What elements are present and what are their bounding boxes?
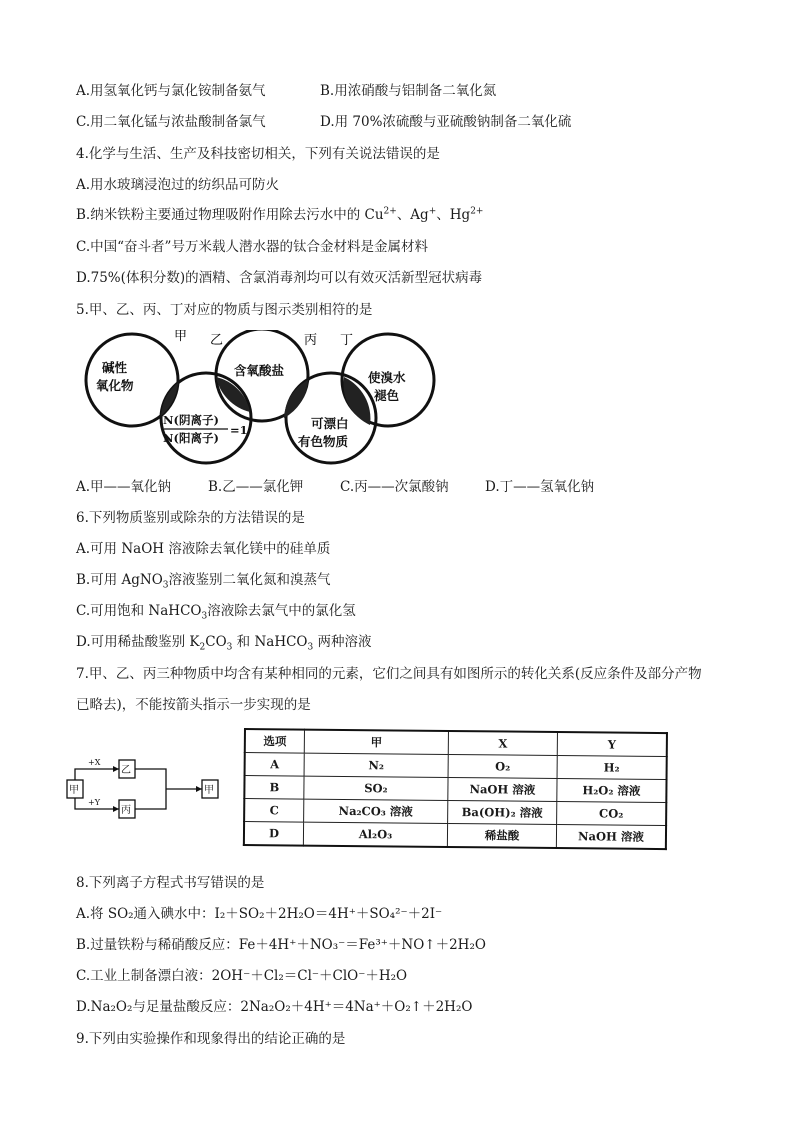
q7-stem-line1: 7.甲、乙、丙三种物质中均含有某种相同的元素，它们之间具有如图所示的转化关系(反应条件及部分产物 [76,666,702,682]
c3-line2: 褪色 [374,388,400,403]
label-jia: 甲 [174,330,188,344]
c3-line1: 使溴水 [368,370,406,385]
q6-option-c: C.可用饱和 NaHCO$_3$溶液除去氯气中的氯化氢 [76,603,356,622]
c2-text: 含氧酸盐 [234,363,285,378]
q3-option-b: B.用浓硝酸与铝制备二氧化氮 [320,83,497,99]
table-cell: 稀盐酸 [447,823,556,848]
c5-line1: 可漂白 [311,416,349,431]
q6-option-a: A.可用 NaOH 溶液除去氧化镁中的硅单质 [76,541,331,557]
table-cell: NaOH 溶液 [556,825,666,850]
c1-line1: 碱性 [102,360,128,375]
c4-denominator: N(阳离子) [163,431,219,445]
q5-option-b: B.乙——氯化钾 [208,479,304,495]
q4-option-d: D.75%(体积分数)的酒精、含氯消毒剂均可以有效灭活新型冠状病毒 [76,270,483,286]
q6-stem: 6.下列物质鉴别或除杂的方法错误的是 [76,510,305,526]
q3-option-a: A.用氢氧化钙与氯化铵制备氨气 [76,83,266,99]
q5-venn-diagram [78,330,458,465]
table-cell: B [244,776,304,800]
flow-jia: 甲 [69,785,79,796]
table-cell: O₂ [448,754,557,778]
q4-option-a: A.用水玻璃浸泡过的纺织品可防火 [76,177,280,193]
table-cell: C [244,799,304,823]
label-bing: 丙 [304,333,318,348]
label-ding: 丁 [340,333,354,348]
header-cell: Y [557,732,667,757]
q3-option-d: D.用 70%浓硫酸与亚硫酸钠制备二氧化硫 [320,114,572,130]
table-cell: Na₂CO₃ 溶液 [304,799,448,823]
q7-stem-line2: 已略去)，不能按箭头指示一步实现的是 [76,697,311,713]
table-cell: Al₂O₃ [303,822,447,847]
table-cell: SO₂ [304,776,448,800]
table-cell: N₂ [304,753,448,777]
c4-numerator: N(阴离子) [163,413,219,427]
q8-option-b: B.过量铁粉与稀硝酸反应：Fe＋4H⁺＋NO₃⁻＝Fe³⁺＋NO↑＋2H₂O [76,937,486,953]
q9-stem: 9.下列由实验操作和现象得出的结论正确的是 [76,1031,346,1047]
table-cell: NaOH 溶液 [448,777,557,801]
table-cell: H₂O₂ 溶液 [557,779,667,803]
flow-jia2: 甲 [204,785,214,796]
q8-stem: 8.下列离子方程式书写错误的是 [76,875,265,891]
q5-option-d: D.丁——氢氧化钠 [485,479,595,495]
q8-option-d: D.Na₂O₂与足量盐酸反应：2Na₂O₂＋4H⁺＝4Na⁺＋O₂↑＋2H₂O [76,999,473,1015]
table-cell: H₂ [557,756,667,780]
flow-y: +Y [88,798,100,807]
q4-option-b: B.纳米铁粉主要通过物理吸附作用除去污水中的 $Cu^{2+}$、Ag+、$Hg^{2+}$ [76,206,484,223]
c1-line2: 氧化物 [96,378,134,393]
q4-option-c: C.中国“奋斗者”号万米载人潜水器的钛合金材料是金属材料 [76,239,428,255]
q6-option-d: D.可用稀盐酸鉴别 $K_2CO_3$ 和 NaHCO$_3$ 两种溶液 [76,634,372,653]
q3-option-c: C.用二氧化锰与浓盐酸制备氯气 [76,114,266,130]
flow-x: +X [88,758,101,767]
header-cell: X [448,731,557,756]
flow-bing: 丙 [121,805,131,816]
flow-yi: 乙 [121,765,131,776]
q8-option-c: C.工业上制备漂白液：2OH⁻＋Cl₂＝Cl⁻＋ClO⁻＋H₂O [76,968,408,984]
q4-stem: 4.化学与生活、生产及科技密切相关，下列有关说法错误的是 [76,146,440,162]
c5-line2: 有色物质 [298,434,349,449]
table-row [244,822,666,850]
q7-conversion-diagram [66,755,236,825]
q5-option-c: C.丙——次氯酸钠 [340,479,449,495]
q6-option-b: B.可用 AgNO$_3$溶液鉴别二氧化氮和溴蒸气 [76,572,331,591]
table-cell: CO₂ [557,802,667,826]
q8-option-a: A.将 SO₂通入碘水中：I₂＋SO₂＋2H₂O＝4H⁺＋SO₄²⁻＋2I⁻ [76,906,443,922]
q7-table [243,728,668,850]
q5-stem: 5.甲、乙、丙、丁对应的物质与图示类别相符的是 [76,302,373,318]
table-cell: A [245,753,305,777]
q5-option-a: A.甲——氧化钠 [76,479,172,495]
c4-equals: =1 [230,423,248,437]
table-cell: Ba(OH)₂ 溶液 [448,800,557,824]
label-yi: 乙 [210,333,224,348]
header-cell: 甲 [304,730,448,755]
header-cell: 选项 [245,729,305,753]
table-cell: D [244,822,304,846]
